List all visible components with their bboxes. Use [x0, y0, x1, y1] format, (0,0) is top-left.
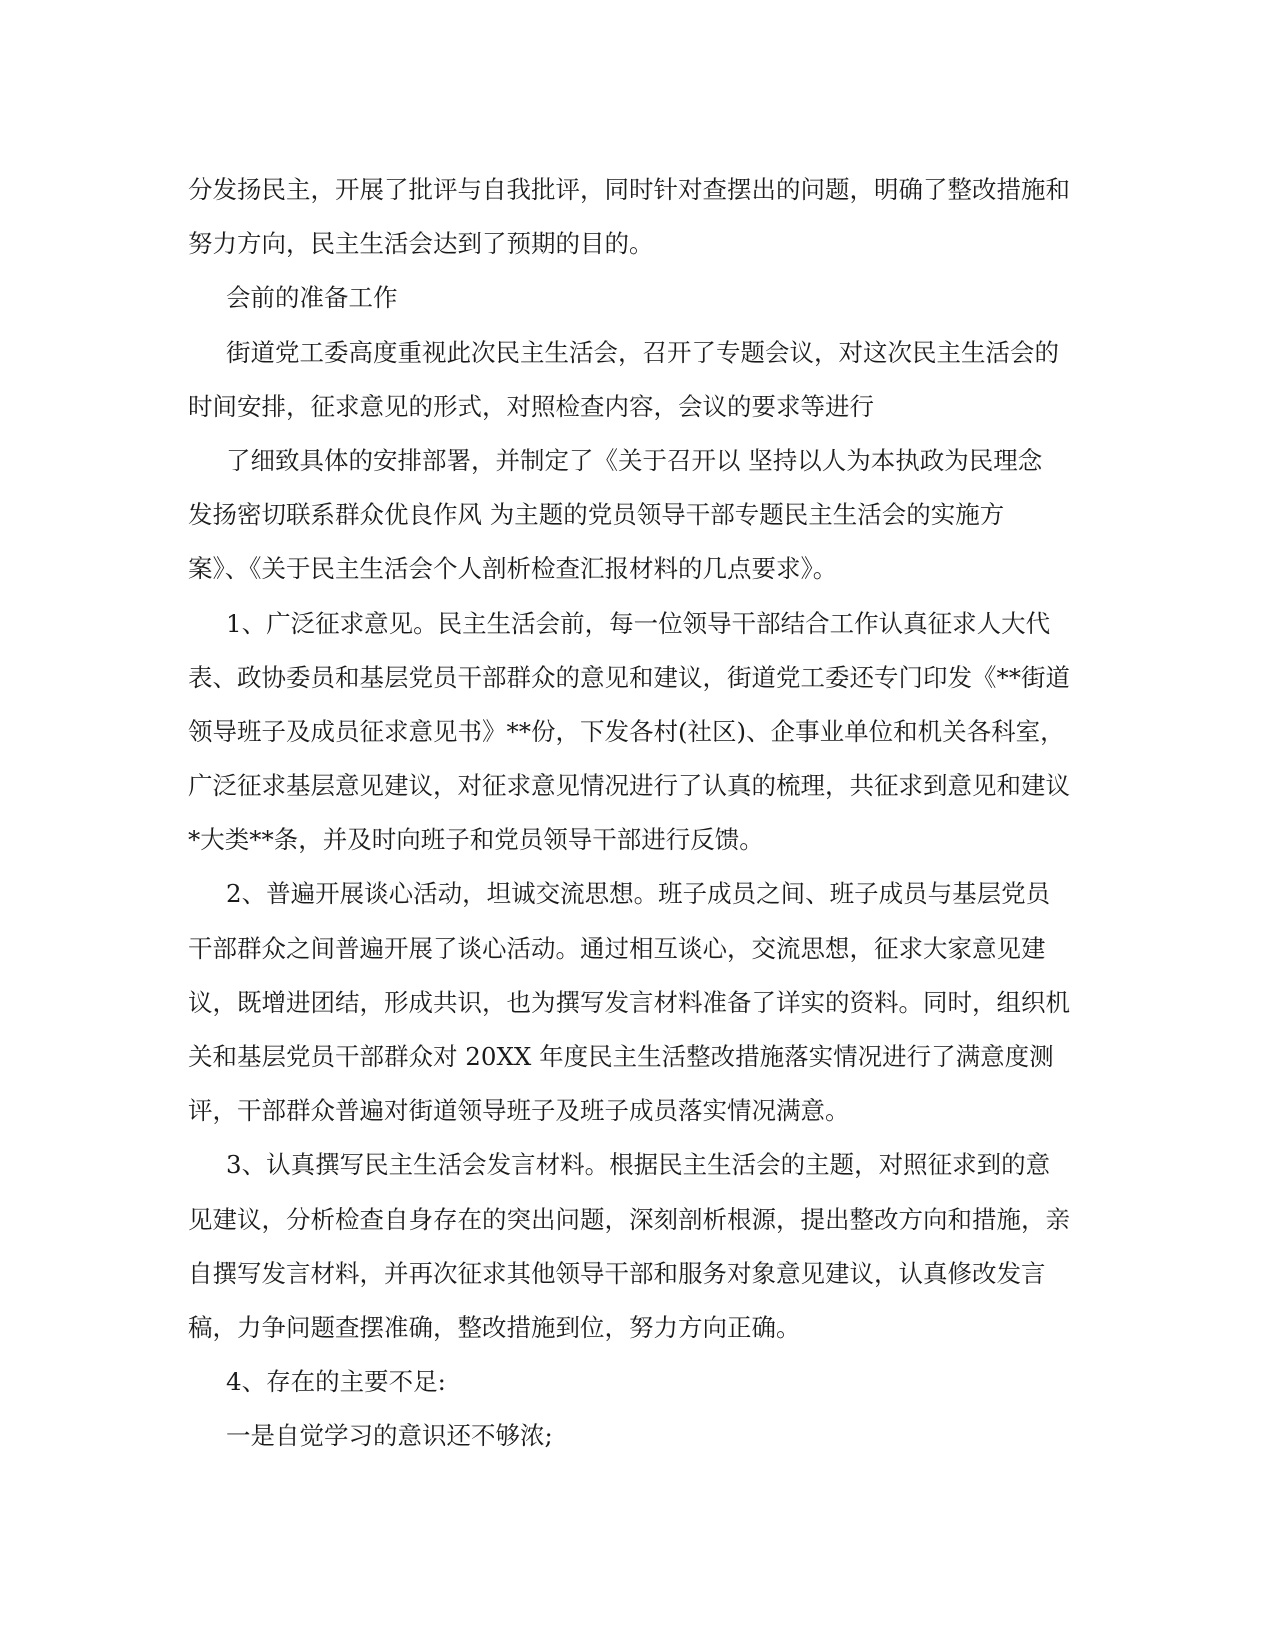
text-line-15: 干部群众之间普遍开展了谈心活动。通过相互谈心，交流思想，征求大家意见建 [188, 933, 1046, 963]
text-line-13: *大类**条，并及时向班子和党员领导干部进行反馈。 [188, 825, 764, 855]
text-line-23: 4、存在的主要不足: [226, 1367, 446, 1397]
text-line-19: 3、认真撰写民主生活会发言材料。根据民主生活会的主题，对照征求到的意 [226, 1150, 1051, 1180]
text-line-22: 稿，力争问题查摆准确，整改措施到位，努力方向正确。 [188, 1312, 801, 1342]
text-line-4: 街道党工委高度重视此次民主生活会，召开了专题会议，对这次民主生活会的 [226, 337, 1059, 367]
section-heading: 会前的准备工作 [226, 283, 398, 313]
text-line-14: 2、普遍开展谈心活动，坦诚交流思想。班子成员之间、班子成员与基层党员 [226, 879, 1051, 909]
text-line-12: 广泛征求基层意见建议，对征求意见情况进行了认真的梳理，共征求到意见和建议 [188, 771, 1070, 801]
text-line-10: 表、政协委员和基层党员干部群众的意见和建议，街道党工委还专门印发《**街道 [188, 662, 1070, 692]
text-line-6: 了细致具体的安排部署，并制定了《关于召开以 坚持以人为本执政为民理念 [226, 445, 1043, 475]
text-line-5: 时间安排，征求意见的形式，对照检查内容，会议的要求等进行 [188, 391, 874, 421]
text-line-9: 1、广泛征求意见。民主生活会前，每一位领导干部结合工作认真征求人大代 [226, 608, 1051, 638]
text-line-18: 评，干部群众普遍对街道领导班子及班子成员落实情况满意。 [188, 1096, 850, 1126]
text-line-8: 案》、《关于民主生活会个人剖析检查汇报材料的几点要求》。 [188, 554, 838, 584]
text-line-20: 见建议，分析检查自身存在的突出问题，深刻剖析根源，提出整改方向和措施，亲 [188, 1204, 1070, 1234]
text-line-1: 分发扬民主，开展了批评与自我批评，同时针对查摆出的问题，明确了整改措施和 [188, 175, 1070, 204]
text-line-2: 努力方向，民主生活会达到了预期的目的。 [188, 229, 654, 259]
text-line-16: 议，既增进团结，形成共识，也为撰写发言材料准备了详实的资料。同时，组织机 [188, 987, 1070, 1017]
text-line-17: 关和基层党员干部群众对 20XX 年度民主生活整改措施落实情况进行了满意度测 [188, 1042, 1054, 1071]
document-body [188, 163, 1088, 1464]
text-line-21: 自撰写发言材料，并再次征求其他领导干部和服务对象意见建议，认真修改发言 [188, 1258, 1046, 1288]
text-line-24: 一是自觉学习的意识还不够浓; [226, 1421, 553, 1451]
text-line-11: 领导班子及成员征求意见书》**份，下发各村(社区)、企事业单位和机关各科室， [188, 716, 1065, 746]
text-line-7: 发扬密切联系群众优良作风 为主题的党员领导干部专题民主生活会的实施方 [188, 500, 1005, 530]
